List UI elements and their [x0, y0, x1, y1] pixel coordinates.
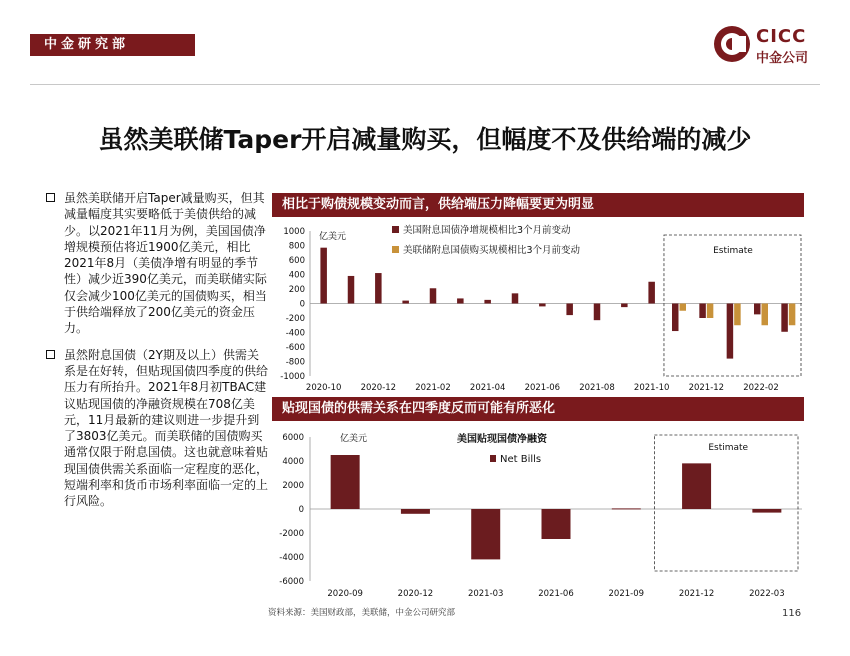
bar-netbills-2020-09 — [331, 455, 360, 509]
bar-supply-2021-10 — [648, 282, 655, 304]
y-tick-label: 2000 — [282, 481, 304, 491]
cicc-logo — [712, 24, 832, 68]
department-tag: 中金研究部 — [30, 34, 195, 56]
x-tick-label: 2021-03 — [467, 589, 504, 599]
bar-fed-2022-01 — [734, 304, 741, 326]
bar-netbills-2021-03 — [471, 509, 500, 559]
x-tick-label: 2022-02 — [743, 383, 779, 393]
y-tick-label: 400 — [288, 270, 305, 281]
bar-supply-2020-11 — [348, 276, 355, 304]
bullet-square-icon — [46, 350, 55, 359]
chart2-svg — [272, 423, 806, 601]
legend-label-netbills: Net Bills — [500, 454, 542, 465]
unit-label: 亿美元 — [340, 434, 368, 444]
bar-supply-2021-02 — [430, 288, 437, 303]
legend-swatch-netbills — [490, 455, 496, 462]
x-tick-label: 2021-06 — [538, 589, 574, 599]
bar-supply-2021-11 — [672, 304, 679, 332]
bullet-text: 虽然美联储开启Taper减量购买，但其减量幅度其实要略低于美债供给的减少。以2021年11月为例，美国国债净增规模预估将近1900亿美元，相比2021年8月（美债净增有明显的季节性）减少近390亿美元，而美联储实际仅会减少100亿美元的国债购买，相当于供给端释放了200亿美元的资金压力。 — [64, 191, 267, 336]
estimate-label: Estimate — [708, 443, 749, 453]
bar-netbills-2021-09 — [612, 508, 641, 509]
x-tick-label: 2021-06 — [524, 383, 561, 393]
x-tick-label: 2020-12 — [397, 589, 434, 599]
legend-swatch-fed — [392, 246, 399, 253]
bar-supply-2021-01 — [402, 301, 409, 304]
bar-supply-2021-09 — [621, 304, 628, 308]
bullet-item — [46, 190, 270, 337]
bullet-list — [46, 190, 270, 520]
bullet-item — [46, 347, 270, 510]
logo-text-cn: 中金公司 — [756, 51, 809, 66]
page-title: 虽然美联储Taper开启减量购买，但幅度不及供给端的减少 — [98, 125, 752, 154]
y-tick-label: 0 — [298, 505, 304, 515]
bar-fed-2021-12 — [707, 304, 714, 319]
y-tick-label: 600 — [288, 256, 305, 266]
x-tick-label: 2021-10 — [633, 383, 670, 393]
bar-supply-2021-04 — [484, 300, 491, 304]
logo-text-en: CICC — [756, 26, 807, 47]
bar-supply-2021-03 — [457, 298, 464, 303]
chart1-svg — [272, 219, 806, 395]
y-tick-label: 1000 — [283, 227, 305, 237]
y-tick-label: -800 — [285, 357, 305, 368]
header-divider — [30, 84, 820, 85]
bar-supply-2021-08 — [594, 304, 601, 321]
legend-swatch-supply — [392, 226, 399, 233]
bar-supply-2021-05 — [512, 293, 519, 303]
y-tick-label: 200 — [288, 285, 305, 295]
y-tick-label: 0 — [299, 299, 305, 310]
legend-label-supply: 美国附息国债净增规模相比3个月前变动 — [403, 225, 571, 236]
x-tick-label: 2021-12 — [688, 383, 725, 393]
bullet-square-icon — [46, 193, 55, 202]
chart-title: 美国贴现国债净融资 — [457, 434, 547, 445]
legend-label-fed: 美联储附息国债购买规模相比3个月前变动 — [403, 245, 581, 256]
bar-supply-2021-07 — [566, 304, 573, 316]
x-tick-label: 2020-09 — [327, 589, 363, 599]
bar-supply-2022-02 — [754, 304, 761, 315]
y-tick-label: 800 — [288, 241, 305, 252]
chart2-header: 贴现国债的供需关系在四季度反而可能有所恶化 — [272, 397, 804, 421]
y-tick-label: -1000 — [280, 372, 305, 382]
unit-label: 亿美元 — [319, 232, 347, 242]
bar-supply-2022-01 — [727, 304, 734, 359]
bar-netbills-2021-12 — [682, 463, 711, 509]
chart1-header: 相比于购债规模变动而言，供给端压力降幅要更为明显 — [272, 193, 804, 217]
cicc-logo-icon — [712, 24, 752, 64]
page-number: 116 — [782, 608, 802, 619]
x-tick-label: 2020-12 — [360, 383, 397, 393]
bar-supply-2021-06 — [539, 304, 546, 307]
y-tick-label: -600 — [285, 343, 305, 353]
x-tick-label: 2020-10 — [305, 383, 342, 393]
bar-fed-2021-11 — [680, 304, 687, 311]
y-tick-label: 6000 — [282, 433, 304, 443]
x-tick-label: 2022-03 — [749, 589, 785, 599]
x-tick-label: 2021-09 — [608, 589, 645, 599]
y-tick-label: -4000 — [279, 553, 304, 563]
bar-supply-2020-12 — [375, 273, 382, 303]
bar-netbills-2022-03 — [752, 509, 781, 513]
bar-supply-2021-12 — [699, 304, 706, 319]
y-tick-label: -6000 — [279, 577, 304, 587]
x-tick-label: 2021-08 — [579, 383, 615, 393]
bullet-text: 虽然附息国债（2Y期及以上）供需关系是在好转，但贴现国债四季度的供给压力有所抬升。2021年8月初TBAC建议贴现国债的净融资规模在708亿美元，11月最新的建议则进一步提升到了3803亿美元。而美联储的国债购买通常仅限于附息国债。这也就意味着贴现国债供需关系面临一定程度的恶化，短端利率和货币市场利率面临一定的上行风险。 — [64, 347, 269, 509]
bar-fed-2022-02 — [762, 304, 769, 326]
bar-supply-2020-10 — [320, 248, 327, 304]
estimate-label: Estimate — [713, 246, 753, 256]
x-tick-label: 2021-02 — [415, 383, 451, 393]
y-tick-label: -400 — [285, 328, 305, 339]
y-tick-label: 4000 — [282, 457, 304, 467]
y-tick-label: -2000 — [279, 529, 304, 539]
x-tick-label: 2021-04 — [469, 383, 506, 393]
bar-supply-2022-03 — [781, 304, 788, 332]
bar-fed-2022-03 — [789, 304, 796, 326]
x-tick-label: 2021-12 — [678, 589, 715, 599]
bar-netbills-2020-12 — [401, 509, 430, 514]
bar-netbills-2021-06 — [542, 509, 571, 539]
y-tick-label: -200 — [285, 314, 305, 324]
source-note: 资料来源：美国财政部，美联储，中金公司研究部 — [268, 608, 456, 618]
estimate-box — [654, 435, 798, 571]
